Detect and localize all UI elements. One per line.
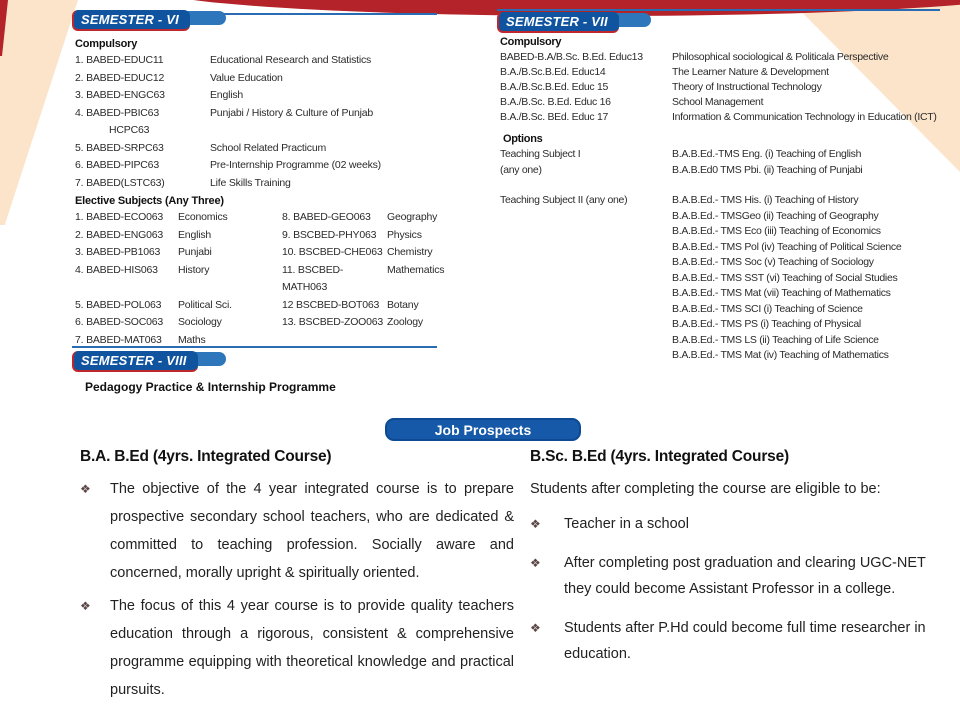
elective-row [75,314,467,332]
elective-name: Physics [387,228,422,241]
elective-code: 11. BSCBED-MATH063 [282,263,344,293]
subject-row [75,52,467,70]
subject-name: Value Education [210,71,283,84]
elective-name: History [178,263,210,276]
elective-row [75,332,467,350]
teaching-option: B.A.B.Ed.- TMS Mat (iv) Teaching of Mathematics [672,349,889,361]
subject-name: Life Skills Training [210,176,291,189]
semester6-header [72,10,190,31]
subject-row [500,65,948,80]
teaching-option: B.A.B.Ed.-TMS Eng. (i) Teaching of English [672,148,862,160]
elective-code: 4. BABED-HIS063 [75,263,158,276]
teaching-option: B.A.B.Ed.- TMS LS (ii) Teaching of Life Science [672,333,879,346]
subject-code: 7. BABED(LSTC63) [75,176,165,189]
teaching-option: B.A.B.Ed.- TMS Eco (iii) Teaching of Economics [672,225,881,237]
subject-row [75,87,467,105]
semester6-section [75,36,467,349]
subject-row [75,70,467,88]
subject-name: English [210,89,244,101]
job-prospects-banner: Job Prospects [385,418,581,441]
subject-name: Pre-Internship Programme (02 weeks) [210,159,381,171]
teaching-subject2-options [672,193,948,364]
elective-name: Sociology [178,316,222,328]
elective-name: Zoology [387,316,423,328]
subject-row [75,105,467,123]
elective-row [75,262,467,297]
rule-line-sem7 [497,9,940,11]
subject-row [500,110,948,125]
subject-code: B.A./B.Sc.B.Ed. Educ14 [500,66,606,78]
list-item [530,550,932,602]
subject-code: HCPC63 [109,124,150,136]
bsc-bed-intro: Students after completing the course are eligible to be: [530,481,881,497]
elective-code: 13. BSCBED-ZOO063 [282,316,384,328]
teaching-option: B.A.B.Ed.- TMS SST (vi) Teaching of Social Studies [672,271,898,284]
subject-row [500,95,948,110]
subject-code: 1. BABED-EDUC11 [75,54,164,66]
elective-row [75,227,467,245]
ba-bed-course-title: B.A. B.Ed (4yrs. Integrated Course) [80,448,332,465]
elective-code: 5. BABED-POL063 [75,298,162,311]
subject-code: 3. BABED-ENGC63 [75,89,165,101]
elective-code [282,332,387,350]
elective-name: Political Sci. [178,298,232,311]
semester6-title: SEMESTER - VI [72,10,190,31]
subject-name: Information & Communication Technology in Education (ICT) [672,111,937,123]
teaching-option: B.A.B.Ed.- TMS SCI (i) Teaching of Science [672,302,863,315]
bsc-bed-course-title: B.Sc. B.Ed (4yrs. Integrated Course) [530,448,789,465]
teaching-option: B.A.B.Ed.- TMS Pol (iv) Teaching of Political Science [672,240,902,253]
elective-code: 7. BABED-MAT063 [75,333,162,346]
diamond-bullet-icon: ❖ [530,517,541,531]
diamond-bullet-icon: ❖ [80,482,91,496]
elective-code: 2. BABED-ENG063 [75,228,164,241]
teaching-option: B.A.B.Ed.- TMS His. (i) Teaching of History [672,194,859,206]
ba-bed-course-section [80,448,514,709]
subject-code: 5. BABED-SRPC63 [75,141,164,154]
elective-code: 12 BSCBED-BOT063 [282,298,380,311]
elective-code: 3. BABED-PB1063 [75,246,161,258]
semester7-title: SEMESTER - VII [497,12,619,33]
subject-row [75,157,467,175]
bsc-bed-bullet-text: Teacher in a school [564,516,689,532]
subject-row [75,140,467,158]
subject-name: Punjabi / History & Culture of Punjab [210,106,374,119]
list-item [530,511,932,537]
diamond-bullet-icon: ❖ [530,621,541,635]
ba-bed-bullet-text: The objective of the 4 year integrated course is to prepare prospective secondary school teachers, who are dedicated & committed to teaching profession. Socially aware and concerned, morally upright & spiritually oriented. [110,481,514,581]
teaching-subject1-line1: Teaching Subject I [500,148,581,160]
semester7-section [500,34,948,364]
sem6-compulsory-label: Compulsory [75,38,138,50]
elective-code: 8. BABED-GEO063 [282,211,371,223]
subject-code: B.A./B.Sc. B.Ed. Educ 16 [500,96,611,108]
elective-row [75,209,467,227]
bsc-bed-course-section [530,448,932,680]
elective-name: Mathematics [387,263,445,276]
subject-code: 2. BABED-EDUC12 [75,71,165,84]
elective-code: 1. BABED-ECO063 [75,211,164,223]
teaching-option: B.A.B.Ed.- TMSGeo (ii) Teaching of Geography [672,209,879,222]
teaching-option: B.A.B.Ed0 TMS Pbi. (ii) Teaching of Punjabi [672,163,863,176]
subject-name: The Learner Nature & Development [672,66,829,78]
semester7-header [497,12,619,33]
subject-name [210,122,467,140]
list-item [530,615,932,667]
subject-code: 6. BABED-PIPC63 [75,159,159,171]
semester8-title: SEMESTER - VIII [72,351,198,372]
subject-row [75,175,467,193]
list-item [80,475,514,587]
bsc-bed-bullet-text: Students after P.Hd could become full time researcher in education. [564,620,926,662]
subject-code: B.A./B.Sc.B.Ed. Educ 15 [500,81,609,93]
elective-row [75,244,467,262]
teaching-option: B.A.B.Ed.- TMS Mat (vii) Teaching of Mathematics [672,287,891,299]
sem6-electives-label: Elective Subjects (Any Three) [75,195,224,207]
teaching-subject2-label: Teaching Subject II (any one) [500,194,628,206]
teaching-subject1-line2: (any one) [500,163,542,176]
teaching-subject2-block [500,193,948,364]
semester8-note: Pedagogy Practice & Internship Programme [85,380,336,394]
elective-row [75,297,467,315]
elective-name: Maths [178,333,206,346]
elective-name: Economics [178,211,228,223]
teaching-subject1-block [500,147,948,178]
elective-code: 9. BSCBED-PHY063 [282,228,377,241]
subject-name: Educational Research and Statistics [210,54,372,66]
elective-name: Chemistry [387,246,433,258]
subject-code: BABED-B.A/B.Sc. B.Ed. Educ13 [500,51,643,63]
subject-code: B.A./B.Sc. BEd. Educ 17 [500,111,609,123]
elective-name: Punjabi [178,246,212,258]
ba-bed-bullet-text: The focus of this 4 year course is to provide quality teachers education through a rigorous, consistent & comprehensive programme equipping with theoretical knowledge and practical pursuits. [110,598,514,698]
beige-corner-wedge-left [0,0,78,225]
semester8-header [72,351,198,372]
elective-name: Geography [387,211,438,223]
subject-code: 4. BABED-PBIC63 [75,106,159,119]
subject-name: Philosophical sociological & Politicala Perspective [672,51,889,63]
subject-row [75,122,467,140]
teaching-subject1-label [500,147,672,178]
teaching-option: B.A.B.Ed.- TMS Soc (v) Teaching of Sociology [672,256,874,268]
teaching-option: B.A.B.Ed.- TMS PS (i) Teaching of Physical [672,318,861,330]
list-item [80,592,514,704]
subject-row [500,50,948,65]
subject-name: School Related Practicum [210,141,327,154]
diamond-bullet-icon: ❖ [530,556,541,570]
elective-name [387,332,467,350]
teaching-subject1-options [672,147,948,178]
subject-name: Theory of Instructional Technology [672,81,822,93]
elective-name: Botany [387,298,419,311]
bsc-bed-bullet-text: After completing post graduation and clearing UGC-NET they could become Assistant Professor in a college. [564,555,926,597]
elective-code: 10. BSCBED-CHE063 [282,246,383,258]
subject-name: School Management [672,96,764,108]
sem7-compulsory-label: Compulsory [500,36,562,48]
elective-code: 6. BABED-SOC063 [75,316,164,328]
subject-row [500,80,948,95]
sem7-options-label: Options [503,133,543,145]
diamond-bullet-icon: ❖ [80,599,91,613]
elective-name: English [178,228,212,241]
